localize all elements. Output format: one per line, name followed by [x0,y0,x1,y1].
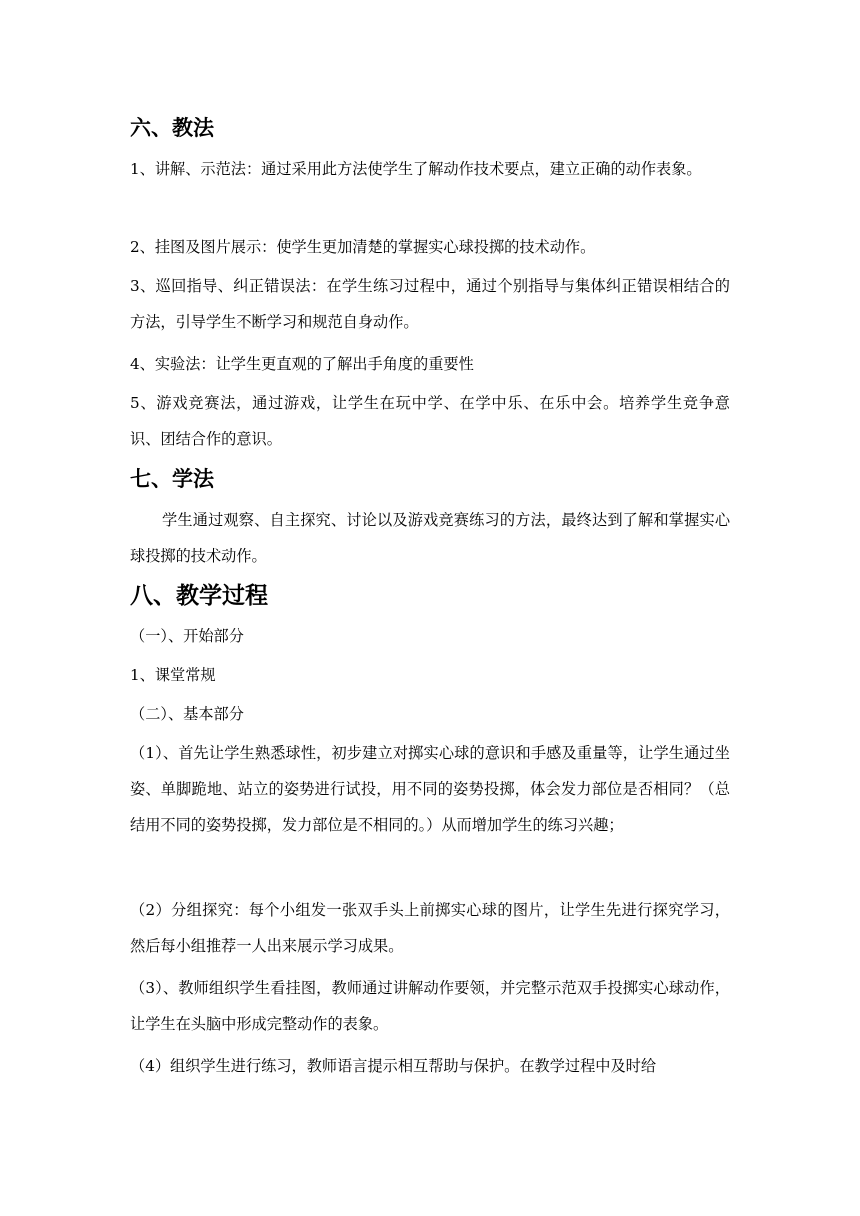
paragraph: （2）分组探究：每个小组发一张双手头上前掷实心球的图片，让学生先进行探究学习，然后每小组推荐一人出来展示学习成果。 [130,901,730,955]
paragraph: 5、游戏竞赛法，通过游戏，让学生在玩中学、在学中乐、在乐中会。培养学生竞争意识、团结合作的意识。 [130,394,730,448]
section-heading-teaching-process: 八、教学过程 [130,582,268,609]
section-heading-learning-methods: 七、学法 [130,466,214,491]
paragraph: （一）、开始部分 [130,627,244,645]
paragraph: （二）、基本部分 [130,705,244,723]
paragraph: 1、课堂常规 [130,666,216,684]
section-heading-teaching-methods: 六、教法 [130,115,214,140]
paragraph: （1）、首先让学生熟悉球性，初步建立对掷实心球的意识和手感及重量等，让学生通过坐姿、单脚跪地、站立的姿势进行试投，用不同的姿势投掷，体会发力部位是否相同？（总结用不同的姿势投掷，发力部位是不相同的。）从而增加学生的练习兴趣； [130,744,730,834]
paragraph: 4、实验法：让学生更直观的了解出手角度的重要性 [130,355,474,373]
paragraph: 2、挂图及图片展示：使学生更加清楚的掌握实心球投掷的技术动作。 [130,238,596,256]
paragraph: （4）组织学生进行练习，教师语言提示相互帮助与保护。在教学过程中及时给 [130,1057,657,1075]
paragraph: 1、讲解、示范法：通过采用此方法使学生了解动作技术要点，建立正确的动作表象。 [130,160,702,178]
paragraph: 学生通过观察、自主探究、讨论以及游戏竞赛练习的方法，最终达到了解和掌握实心球投掷的技术动作。 [130,511,730,565]
paragraph: （3）、教师组织学生看挂图，教师通过讲解动作要领，并完整示范双手投掷实心球动作，让学生在头脑中形成完整动作的表象。 [130,979,730,1033]
paragraph: 3、巡回指导、纠正错误法：在学生练习过程中，通过个别指导与集体纠正错误相结合的方法，引导学生不断学习和规范自身动作。 [130,277,730,331]
